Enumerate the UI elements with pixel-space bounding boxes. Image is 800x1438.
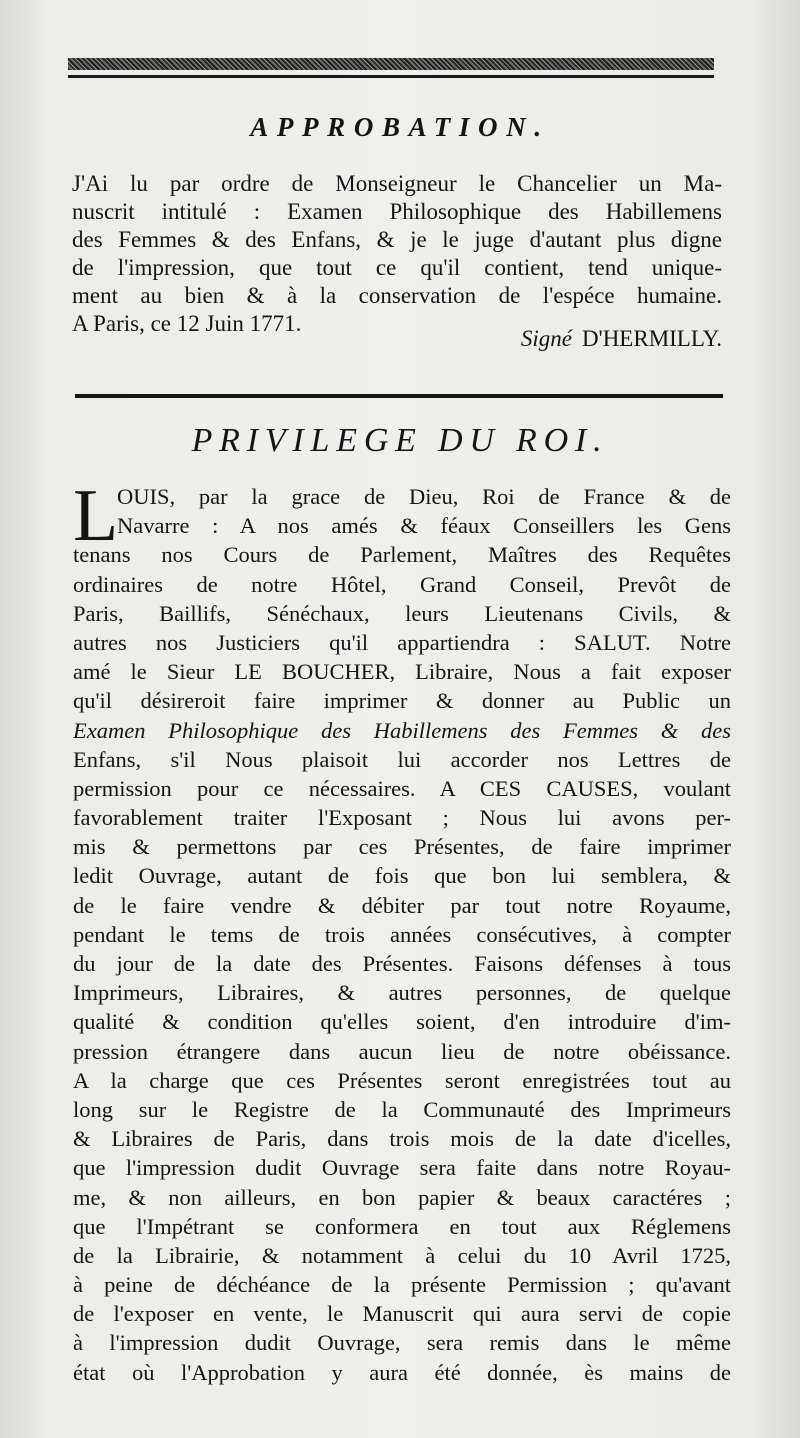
privilege-line: à peine de déchéance de la présente Permission ; qu'avant (73, 1272, 731, 1298)
approbation-line: J'Ai lu par ordre de Monseigneur le Chancelier un Ma- (72, 171, 722, 196)
privilege-line: de la Librairie, & notamment à celui du 10 Avril 1725, (73, 1242, 731, 1268)
privilege-line: qualité & condition qu'elles soient, d'en introduire d'im- (73, 1009, 731, 1035)
approbation-line: nuscrit intitulé : Examen Philosophique des Habillemens (72, 199, 722, 224)
privilege-heading: PRIVILEGE DU ROI. (191, 422, 609, 459)
decorative-border-ornament (68, 58, 714, 70)
privilege-line: à l'impression dudit Ouvrage, sera remis dans le même (73, 1330, 731, 1356)
privilege-line: OUIS, par la grace de Dieu, Roi de France & de (117, 484, 731, 509)
privilege-line: ledit Ouvrage, autant de fois que bon lui semblera, & (73, 863, 731, 889)
privilege-line: Imprimeurs, Libraires, & autres personnes, de quelque (73, 980, 731, 1006)
privilege-line: long sur le Registre de la Communauté des Imprimeurs (73, 1096, 731, 1122)
privilege-line: qu'il désireroit faire imprimer & donner au Public un (73, 688, 731, 714)
privilege-line: ordinaires de notre Hôtel, Grand Conseil, Prevôt de (73, 571, 731, 597)
approbation-text (72, 170, 722, 338)
privilege-line: que l'impression dudit Ouvrage sera faite dans notre Royau- (73, 1155, 731, 1181)
privilege-line: favorablement traiter l'Exposant ; Nous lui avons per- (73, 805, 731, 831)
ornament-rule (68, 75, 714, 78)
section-divider (75, 394, 723, 398)
privilege-line: de le faire vendre & débiter par tout notre Royaume, (73, 892, 731, 918)
privilege-line: & Libraires de Paris, dans trois mois de la date d'icelles, (73, 1126, 731, 1152)
privilege-line: pendant le tems de trois années consécutives, à compter (73, 921, 731, 947)
approbation-heading: APPROBATION. (250, 112, 550, 142)
privilege-line: autres nos Justiciers qu'il appartiendra : SALUT. Notre (73, 629, 731, 655)
approbation-line: de l'impression, que tout ce qu'il contient, tend unique- (72, 255, 722, 280)
privilege-line: mis & permettons par ces Présentes, de faire imprimer (73, 834, 731, 860)
approbation-line: des Femmes & des Enfans, & je le juge d'autant plus digne (72, 227, 722, 252)
privilege-line: Navarre : A nos amés & féaux Conseillers les Gens (117, 513, 731, 539)
privilege-line: amé le Sieur LE BOUCHER, Libraire, Nous a fait exposer (73, 659, 731, 685)
privilege-line: du jour de la date des Présentes. Faisons défenses à tous (73, 951, 731, 976)
privilege-line: me, & non ailleurs, en bon papier & beaux caractéres ; (73, 1184, 731, 1210)
privilege-line: que l'Impétrant se conformera en tout aux Réglemens (73, 1213, 731, 1239)
privilege-line: tenans nos Cours de Parlement, Maîtres des Requêtes (73, 542, 731, 568)
privilege-line: Enfans, s'il Nous plaisoit lui accorder nos Lettres de (73, 746, 731, 772)
signed-label: Signé (520, 326, 572, 351)
privilege-line: Paris, Baillifs, Sénéchaux, leurs Lieutenans Civils, & (73, 600, 731, 626)
privilege-line: A la charge que ces Présentes seront enregistrées tout au (73, 1067, 731, 1093)
privilege-text (73, 475, 731, 1387)
privilege-line: pression étrangere dans aucun lieu de notre obéissance. (73, 1038, 731, 1064)
privilege-line: de l'exposer en vente, le Manuscrit qui aura servi de copie (73, 1301, 731, 1327)
signature (521, 326, 722, 352)
signatory-name: D'HERMILLY. (581, 326, 722, 351)
privilege-line: Examen Philosophique des Habillemens des Femmes & des (73, 717, 731, 743)
approbation-line: ment au bien & à la conservation de l'espéce humaine. (72, 283, 722, 308)
approbation-line: A Paris, ce 12 Juin 1771. (72, 311, 302, 336)
privilege-line: état où l'Approbation y aura été donnée, ès mains de (73, 1359, 731, 1385)
drop-cap: L (73, 475, 119, 557)
privilege-line: permission pour ce nécessaires. A CES CAUSES, voulant (73, 775, 731, 801)
